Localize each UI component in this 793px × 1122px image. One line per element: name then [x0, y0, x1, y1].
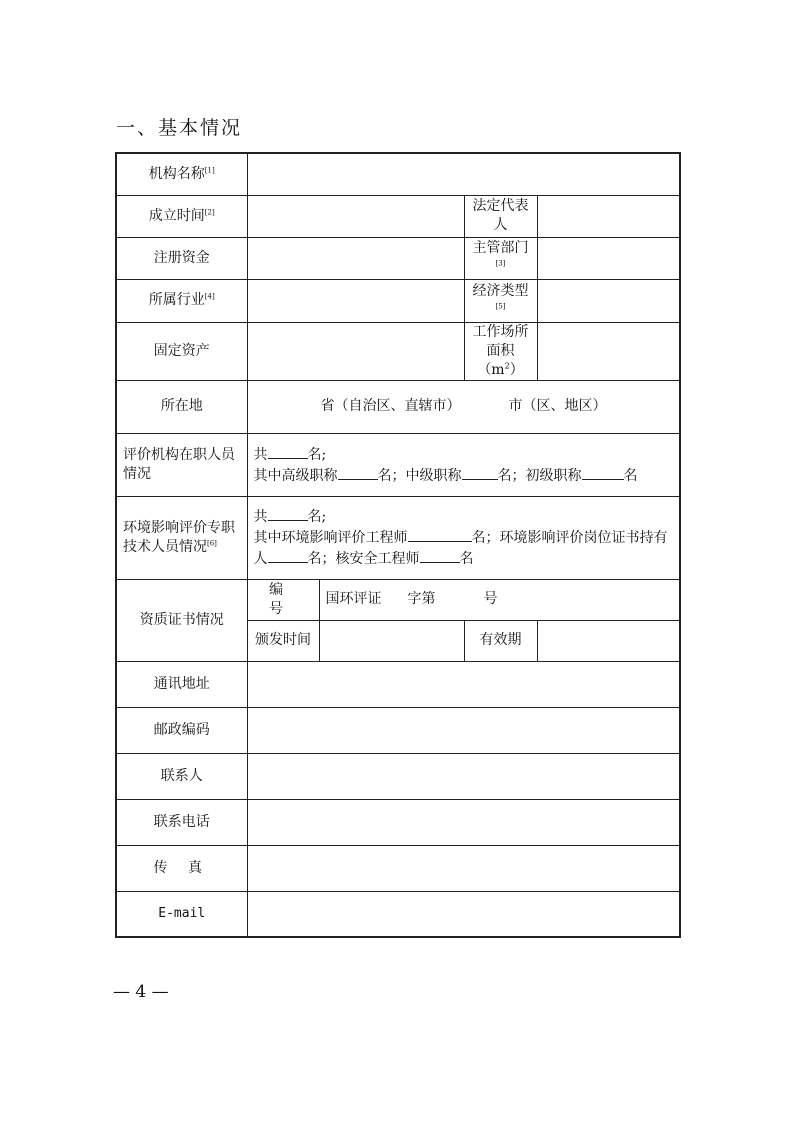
city-text: 市（区、地区）: [508, 398, 607, 414]
section-title: 一、基本情况: [116, 117, 243, 139]
legal-rep-field[interactable]: [537, 195, 680, 237]
industry-label: 所属行业[4]: [116, 279, 247, 322]
address-label: 通讯地址: [116, 661, 247, 707]
cert-number-field[interactable]: 国环评证 字第 号: [319, 579, 680, 620]
reg-capital-field[interactable]: [247, 237, 464, 279]
page-number: — 4 —: [113, 982, 169, 1002]
phone-label: 联系电话: [116, 799, 247, 845]
validity-field[interactable]: [537, 620, 680, 661]
row-staff: [116, 433, 680, 496]
staff-label: 评价机构在职人员情况: [116, 433, 247, 496]
row-org-name: [116, 153, 680, 195]
phone-field[interactable]: [247, 799, 680, 845]
basic-info-table: [115, 152, 681, 938]
established-label: 成立时间[2]: [116, 195, 247, 237]
email-label: E-mail: [116, 891, 247, 937]
cert-number-label: 编 号: [247, 579, 319, 620]
established-field[interactable]: [247, 195, 464, 237]
econ-type-label: 经济类型[5]: [464, 279, 537, 322]
org-name-field[interactable]: [247, 153, 680, 195]
eia-staff-label: 环境影响评价专职技术人员情况[6]: [116, 496, 247, 579]
fixed-assets-label: 固定资产: [116, 322, 247, 380]
validity-label: 有效期: [464, 620, 537, 661]
row-contact: [116, 753, 680, 799]
eia-staff-field[interactable]: 共 名; 其中环境影响评价工程师 名；环境影响评价岗位证书持有 人 名；核安全工程师 名: [247, 496, 680, 579]
province-text: 省（自治区、直辖市）: [320, 398, 461, 414]
email-field[interactable]: [247, 891, 680, 937]
supervisor-field[interactable]: [537, 237, 680, 279]
industry-field[interactable]: [247, 279, 464, 322]
workplace-area-field[interactable]: [537, 322, 680, 380]
row-cert-number: [116, 579, 680, 620]
row-fax: [116, 845, 680, 891]
postcode-label: 邮政编码: [116, 707, 247, 753]
row-reg-capital: [116, 237, 680, 279]
location-label: 所在地: [116, 380, 247, 433]
issue-date-field[interactable]: [319, 620, 464, 661]
row-industry: [116, 279, 680, 322]
contact-label: 联系人: [116, 753, 247, 799]
row-fixed-assets: [116, 322, 680, 380]
row-phone: [116, 799, 680, 845]
contact-field[interactable]: [247, 753, 680, 799]
address-field[interactable]: [247, 661, 680, 707]
row-email: [116, 891, 680, 937]
row-location: [116, 380, 680, 433]
row-eia-staff: [116, 496, 680, 579]
qualification-label: 资质证书情况: [116, 579, 247, 661]
row-established: [116, 195, 680, 237]
issue-date-label: 颁发时间: [247, 620, 319, 661]
workplace-area-label: 工作场所 面积$(m^2)$: [464, 322, 537, 380]
reg-capital-label: 注册资金: [116, 237, 247, 279]
location-field[interactable]: [247, 380, 680, 433]
postcode-field[interactable]: [247, 707, 680, 753]
econ-type-field[interactable]: [537, 279, 680, 322]
row-postcode: [116, 707, 680, 753]
fax-field[interactable]: [247, 845, 680, 891]
staff-field[interactable]: 共 名; 其中高级职称 名；中级职称 名；初级职称 名: [247, 433, 680, 496]
row-address: [116, 661, 680, 707]
fax-label: 传 真: [116, 845, 247, 891]
legal-rep-label: 法定代表人: [464, 195, 537, 237]
fixed-assets-field[interactable]: [247, 322, 464, 380]
org-name-label: 机构名称[1]: [116, 153, 247, 195]
supervisor-label: 主管部门[3]: [464, 237, 537, 279]
